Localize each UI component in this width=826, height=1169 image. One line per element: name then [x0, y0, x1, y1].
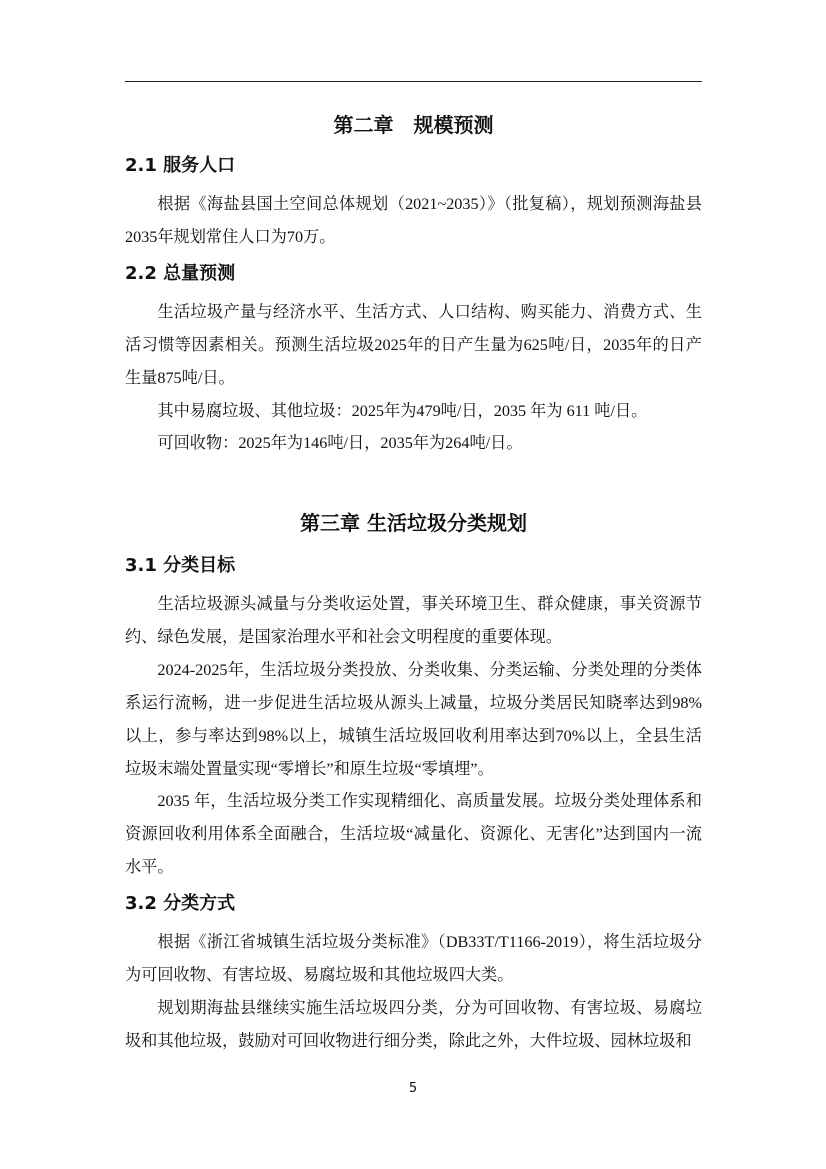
paragraph: 规划期海盐县继续实施生活垃圾四分类，分为可回收物、有害垃圾、易腐垃圾和其他垃圾，鼓励对可回收物进行细分类，除此之外，大件垃圾、园林垃圾和 — [125, 999, 702, 1050]
paragraph: 根据《海盐县国土空间总体规划（2021~2035）》（批复稿），规划预测海盐县2035年规划常住人口为70万。 — [125, 195, 702, 246]
header-rule — [125, 81, 702, 82]
section-2-2-heading: 2.2 总量预测 — [125, 263, 236, 284]
chapter-2-title: 第二章 规模预测 — [333, 113, 494, 137]
paragraph: 可回收物：2025年为146吨/日，2035年为264吨/日。 — [157, 434, 523, 452]
paragraph: 2024-2025年，生活垃圾分类投放、分类收集、分类运输、分类处理的分类体系运行流畅，进一步促进生活垃圾从源头上减量，垃圾分类居民知晓率达到98%以上，参与率达到98%以上，城镇生活垃圾回收利用率达到70%以上，全县生活垃圾末端处置量实现“零增长”和原生垃圾“零填埋”。 — [125, 661, 702, 778]
section-3-2-heading: 3.2 分类方式 — [125, 893, 236, 914]
chapter-3-title: 第三章 生活垃圾分类规划 — [300, 511, 527, 535]
paragraph: 其中易腐垃圾、其他垃圾：2025年为479吨/日，2035 年为 611 吨/日。 — [157, 402, 648, 420]
section-2-1-heading: 2.1 服务人口 — [125, 155, 236, 176]
section-3-1-heading: 3.1 分类目标 — [125, 555, 236, 576]
paragraph: 根据《浙江省城镇生活垃圾分类标准》（DB33T/T1166-2019），将生活垃圾分为可回收物、有害垃圾、易腐垃圾和其他垃圾四大类。 — [125, 933, 702, 984]
page-number: 5 — [408, 1081, 418, 1096]
paragraph: 生活垃圾产量与经济水平、生活方式、人口结构、购买能力、消费方式、生活习惯等因素相关。预测生活垃圾2025年的日产生量为625吨/日，2035年的日产生量875吨/日。 — [125, 303, 702, 387]
paragraph: 生活垃圾源头减量与分类收运处置，事关环境卫生、群众健康，事关资源节约、绿色发展，是国家治理水平和社会文明程度的重要体现。 — [125, 595, 702, 646]
paragraph: 2035 年，生活垃圾分类工作实现精细化、高质量发展。垃圾分类处理体系和资源回收利用体系全面融合，生活垃圾“减量化、资源化、无害化”达到国内一流水平。 — [125, 792, 702, 876]
